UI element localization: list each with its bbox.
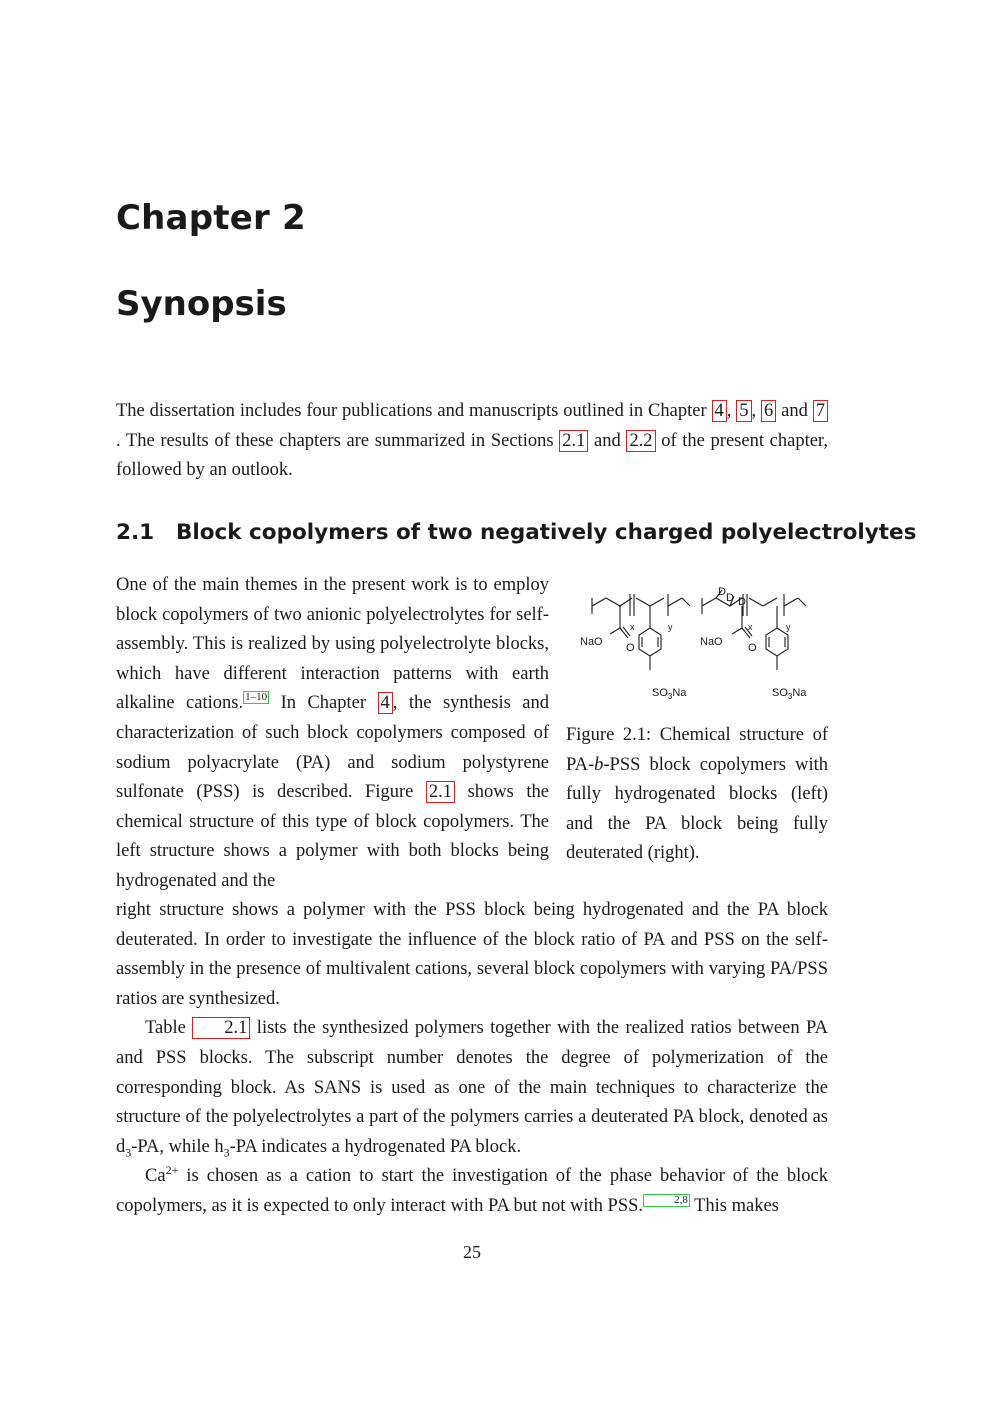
section-heading (116, 520, 916, 545)
chemical-structure-diagram (566, 578, 828, 703)
deuterium-label-3: D (738, 596, 746, 608)
chapter-4-link[interactable]: 4 (712, 400, 727, 422)
section-title: Block copolymers of two negatively charged polyelectrolytes (176, 520, 917, 545)
paragraph-2: Table 2.1 lists the synthesized polymers together with the realized ratios between PA and PSS blocks. The subscript number denotes the degree of polymerization of the corresponding block. As SANS is used as one of the main techniques to characterize the structure of the polyelectrolytes a part of the polymers carries a deuterated PA block, denoted as $d_3-PA$, while $h_3-PA$ indicates a hydrogenated PA block. (116, 1018, 828, 1160)
chapter-4-link-2[interactable]: 4 (378, 692, 393, 714)
deuterium-label-1: D (718, 586, 726, 598)
paragraph-1-continued: right structure shows a polymer with the PSS block being hydrogenated and the PA block deuterated. In order to investigate the influence of the block ratio of PA and PSS on the self-assembly in the presence of multivalent cations, several block copolymers with varying PA/PSS ratios are synthesized. (116, 900, 828, 1009)
full-width-text (116, 896, 828, 1222)
citation-1-10-link[interactable]: 1–10 (245, 691, 268, 704)
oxygen-label-left: O (626, 642, 635, 654)
figure-caption: Figure 2.1: Chemical structure of PA-b-PSS block copolymers with fully hydrogenated blocks (left) and the PA block being fully deuterated (right). (566, 725, 828, 864)
so3na-label-right: $SO_3Na$ (772, 687, 807, 701)
y-subscript-left: y (668, 622, 673, 632)
page-number: 25 (463, 1242, 481, 1262)
section-2-2-link[interactable]: 2.2 (626, 430, 655, 452)
nao-label-right: NaO (700, 636, 723, 648)
chapter-5-link[interactable]: 5 (736, 400, 751, 422)
chapter-title: Synopsis (116, 284, 287, 324)
deuterium-label-2: D (726, 592, 734, 604)
chapter-7-link[interactable]: 7 (813, 400, 828, 422)
nao-label-left: NaO (580, 636, 603, 648)
x-subscript-left: x (630, 622, 635, 632)
y-subscript-right: y (786, 622, 791, 632)
paragraph-1-wrapped: One of the main themes in the present work is to employ block copolymers of two anionic polyelectrolytes for self-assembly. This is realized by using polyelectrolyte blocks, which have different interaction patterns with earth alkaline cations. 1–10 In Chapter 4 , the synthesis and characterization of such block copolymers composed of sodium polyacrylate (PA) and sodium polystyrene sulfonate (PSS) is described. Figure 2.1 shows the chemical structure of this type of block copolymers. The left structure shows a polymer with both blocks being hydrogenated and the (116, 575, 549, 891)
section-2-1-link[interactable]: 2.1 (559, 430, 588, 452)
intro-paragraph: The dissertation includes four publications and manuscripts outlined in Chapter 4 , 5 , 6 and 7. The results of these chapters are summarized in Sections 2.1 and 2.2 of the present chapter, followed by an outlook. (116, 401, 828, 481)
chapter-6-link[interactable]: 6 (761, 400, 776, 422)
chapter-label: Chapter 2 (116, 198, 306, 238)
section-number: 2.1 (116, 520, 155, 545)
citation-2-8-link[interactable]: 2,8 (643, 1194, 690, 1207)
figure-2-1 (566, 578, 828, 869)
so3na-label-left: $SO_3Na$ (652, 687, 687, 701)
paragraph-3: $Ca^{2+}$ is chosen as a cation to start the investigation of the phase behavior of the block copolymers, as it is expected to only interact with PA but not with PSS. 2,8 This makes (116, 1163, 828, 1216)
x-subscript-right: x (748, 622, 753, 632)
table-2-1-link[interactable]: 2.1 (192, 1017, 250, 1039)
figure-2-1-link[interactable]: 2.1 (426, 781, 455, 803)
oxygen-label-right: O (748, 642, 757, 654)
